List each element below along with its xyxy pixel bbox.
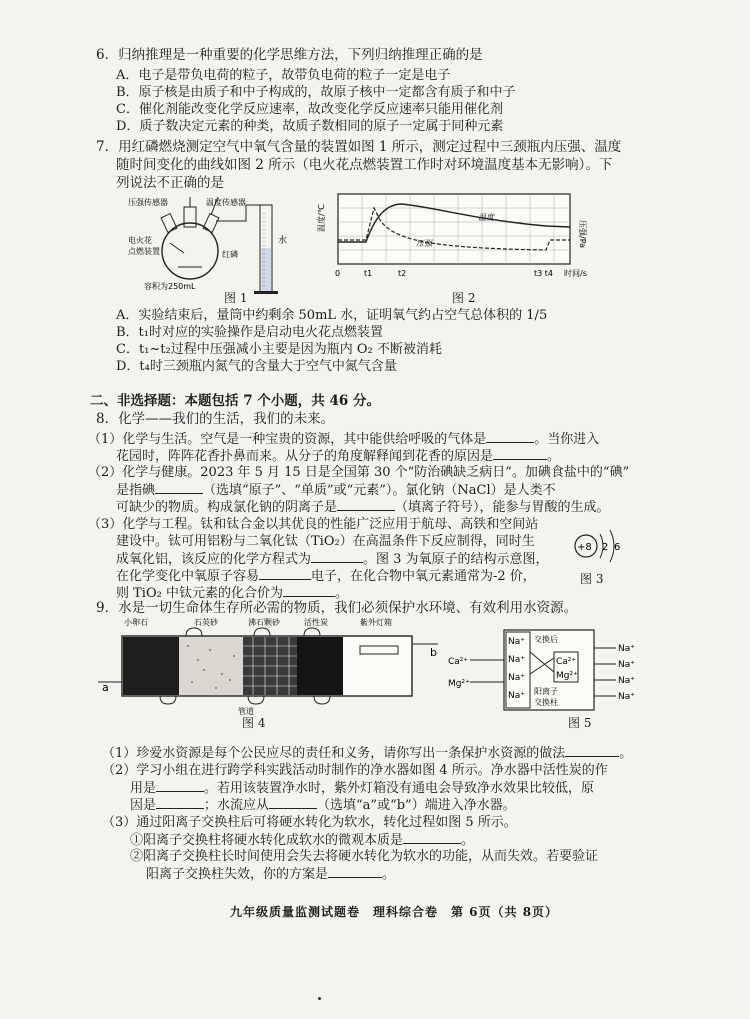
q9-answer-blank-reason[interactable] <box>156 796 204 809</box>
fig5-column-label-2: 交换柱 <box>534 698 558 707</box>
fig3-shell1: 2 <box>602 542 609 553</box>
q7-stem-line1: 7．用红磷燃烧测定空气中氧气含量的装置如图 1 所示，测定过程中三颈瓶内压强、温度 <box>96 139 622 155</box>
fig5-out-ion-3: Na⁺ <box>618 676 635 686</box>
q6-option-a: A．电子是带负电荷的粒子，故带负电荷的粒子一定是电子 <box>116 68 451 83</box>
figure-2-curves <box>318 190 618 290</box>
q6-stem: 6．归纳推理是一种重要的化学思维方法，下列归纳推理正确的是 <box>96 47 483 63</box>
fig3-nucleus: +8 <box>577 542 592 553</box>
fig4-port-b: b <box>430 646 437 659</box>
fig5-out-ion-2: Na⁺ <box>618 660 635 670</box>
q9-part3-sub2-line1: ②阳离子交换柱长时间使用会失去将硬水转化为软水的功能，从而失效。若要验证 <box>130 849 599 864</box>
q8-part3-line1: （3）化学与工程。钛和钛合金以其优良的性能广泛应用于航母、高铁和空间站 <box>88 517 539 532</box>
q9-part3-sub1: ①阳离子交换柱将硬水转化成软水的微观本质是 。 <box>130 833 475 848</box>
q9-answer-blank-protect[interactable] <box>565 744 619 757</box>
fig2-y-right-label: 压强/Pa <box>578 220 587 249</box>
q7-option-a: A．实验结束后，量筒中约剩余 50mL 水，证明氧气约占空气总体积的 1/5 <box>116 308 548 323</box>
q7-option-d: D．t₄时三颈瓶内氮气的含量大于空气中氮气含量 <box>116 359 397 374</box>
fig2-pressure-label: 压强 <box>416 239 432 248</box>
figure-3-caption: 图 3 <box>580 572 604 586</box>
fig2-temperature-label: 温度 <box>478 213 494 222</box>
q8-answer-blank-valence[interactable] <box>283 584 335 597</box>
figure-3-oxygen-atom <box>570 528 630 568</box>
fig1-label-volume: 容积为250mL <box>144 282 196 291</box>
page-footer: 九年级质量监测试题卷 理科综合卷 第 6页（共 8页） <box>230 905 559 919</box>
fig2-x-axis-label: 时间/s <box>564 269 587 278</box>
q9-part1: （1）珍爱水资源是每个公民应尽的责任和义务，请你写出一条保护水资源的做法 。 <box>102 746 633 761</box>
q8-part2-line2: 是指碘 （选填“原子”、“单质”或“元素”）。氯化钠（NaCl）是人类不 <box>116 483 556 498</box>
fig5-out-ion-1: Na⁺ <box>618 644 635 654</box>
figure-4-water-purifier <box>98 616 458 716</box>
q8-part3-line2: 建设中。钛可用铝粉与二氧化钛（TiO₂）在高温条件下反应制得，同时生 <box>116 534 535 549</box>
q8-part3-line4: 在化学变化中氧原子容易 电子，在化合物中氧元素通常为-2 价， <box>116 569 536 584</box>
fig5-after-label: 交换后 <box>534 635 558 644</box>
fig1-label-pressure-sensor: 压强传感器 <box>128 198 168 207</box>
q9-stem: 9．水是一切生命体生存所必需的物质，我们必须保护水环境、有效利用水资源。 <box>96 600 578 616</box>
fig5-column-label-1: 阳离子 <box>534 687 558 696</box>
q8-part2-line3: 可缺少的物质。构成氯化钠的阴离子是 （填离子符号），能参与胃酸的生成。 <box>116 500 610 515</box>
q8-part3-line5: 则 TiO₂ 中钛元素的化合价为 。 <box>116 586 348 601</box>
q7-stem-line2: 随时间变化的曲线如图 2 所示（电火花点燃装置工作时对环境温度基本无影响）。下 <box>116 157 613 173</box>
q8-part1-line1: （1）化学与生活。空气是一种宝贵的资源，其中能供给呼吸的气体是 。当你进入 <box>88 432 600 447</box>
q8-part1-line2: 花园时，阵阵花香扑鼻而来。从分子的角度解释闻到花香的原因是 。 <box>116 449 561 464</box>
q8-answer-blank-electron[interactable] <box>259 567 311 580</box>
scan-dot <box>318 997 321 1000</box>
fig4-label-pipe: 管道 <box>238 707 254 716</box>
fig2-x-tick-t2: t2 <box>398 269 407 278</box>
figure-5-caption: 图 5 <box>568 716 592 730</box>
q6-option-b: B．原子核是由质子和中子构成的，故原子核中一定都含有质子和中子 <box>116 85 516 100</box>
fig4-label-uv-lamp: 紫外灯箱 <box>360 618 392 627</box>
fig5-in-ion-ca: Ca²⁺ <box>448 657 469 667</box>
figure-2-caption: 图 2 <box>452 291 476 305</box>
fig5-col-ion-2: Na⁺ <box>508 655 525 665</box>
fig4-label-zeolite: 沸石颗砂 <box>248 618 280 627</box>
q8-answer-blank-gas[interactable] <box>486 430 534 443</box>
q7-option-c: C．t₁~t₂过程中压强减小主要是因为瓶内 O₂ 不断被消耗 <box>116 342 442 357</box>
q9-answer-blank-essence[interactable] <box>403 831 461 844</box>
figure-5-ion-exchange <box>448 628 638 712</box>
figure-1-caption: 图 1 <box>224 291 248 305</box>
fig1-label-water: 水 <box>278 236 288 246</box>
fig1-label-red-phosphorus: 红磷 <box>222 250 238 259</box>
q9-answer-blank-verify[interactable] <box>328 865 382 878</box>
figure-1-apparatus <box>118 193 308 303</box>
q8-part2-line1: （2）化学与健康。2023 年 5 月 15 日是全国第 30 个“防治碘缺乏病日”。加碘食盐中的“碘” <box>88 465 630 480</box>
fig4-label-carbon: 活性炭 <box>304 618 328 627</box>
fig5-col-ion-1: Na⁺ <box>508 637 525 647</box>
fig1-label-ignition: 点燃装置 <box>128 247 160 256</box>
fig2-x-tick-t3t4: t3 t4 <box>534 269 553 278</box>
fig5-out-ion-4: Na⁺ <box>618 692 635 702</box>
q8-answer-blank-anion[interactable] <box>337 498 395 511</box>
figure-4-caption: 图 4 <box>242 716 266 730</box>
fig4-port-a: a <box>102 681 109 694</box>
q6-option-d: D．质子数决定元素的种类，故质子数相同的原子一定属于同种元素 <box>116 119 504 134</box>
fig5-in-ion-mg: Mg²⁺ <box>448 679 470 689</box>
q9-part2-line3: 因是 ；水流应从 （选填“a”或“b”）端进入净水器。 <box>130 798 516 813</box>
q6-option-c: C．催化剂能改变化学反应速率，故改变化学反应速率只能用催化剂 <box>116 102 503 117</box>
q8-stem: 8．化学——我们的生活，我们的未来。 <box>96 411 335 427</box>
q9-answer-blank-carbon[interactable] <box>156 779 204 792</box>
fig2-y-left-label: 温度/℃ <box>317 204 326 232</box>
fig1-label-spark: 电火花 <box>128 236 152 245</box>
fig5-col-ion-4: Na⁺ <box>508 691 525 701</box>
q9-part2-line1: （2）学习小组在进行跨学科实践活动时制作的净水器如图 4 所示。净水器中活性炭的作 <box>102 763 608 778</box>
q8-answer-blank-scent[interactable] <box>493 447 547 460</box>
q8-answer-blank-iodine[interactable] <box>155 481 203 494</box>
fig1-label-temp-sensor: 温度传感器 <box>206 198 246 207</box>
q9-answer-blank-port[interactable] <box>269 796 317 809</box>
fig2-x-tick-0: 0 <box>335 269 341 278</box>
fig5-after-ion-ca: Ca²⁺ <box>556 657 577 667</box>
section-2-heading: 二、非选择题：本题包括 7 个小题，共 46 分。 <box>90 393 380 409</box>
q7-option-b: B．t₁时对应的实验操作是启动电火花点燃装置 <box>116 325 383 340</box>
fig2-x-tick-t1: t1 <box>364 269 373 278</box>
fig4-label-quartz-sand: 石英砂 <box>194 618 218 627</box>
fig5-col-ion-3: Na⁺ <box>508 673 525 683</box>
fig5-after-ion-mg: Mg²⁺ <box>556 671 578 681</box>
q8-part3-line3: 成氧化铝，该反应的化学方程式为 。图 3 为氧原子的结构示意图， <box>116 552 549 567</box>
fig4-label-pebbles: 小卵石 <box>124 618 148 627</box>
q7-stem-line3: 列说法不正确的是 <box>116 175 224 191</box>
q9-part2-line2: 用是 。若用该装置净水时，紫外灯箱没有通电会导致净水效果比较低，原 <box>130 781 595 796</box>
q8-answer-blank-equation[interactable] <box>311 550 363 563</box>
q9-part3-sub2-line2: 阳离子交换柱失效，你的方案是 。 <box>146 867 396 882</box>
fig3-shell2: 6 <box>614 542 621 553</box>
q9-part3: （3）通过阳离子交换柱后可将硬水转化为软水，转化过程如图 5 所示。 <box>102 815 517 830</box>
